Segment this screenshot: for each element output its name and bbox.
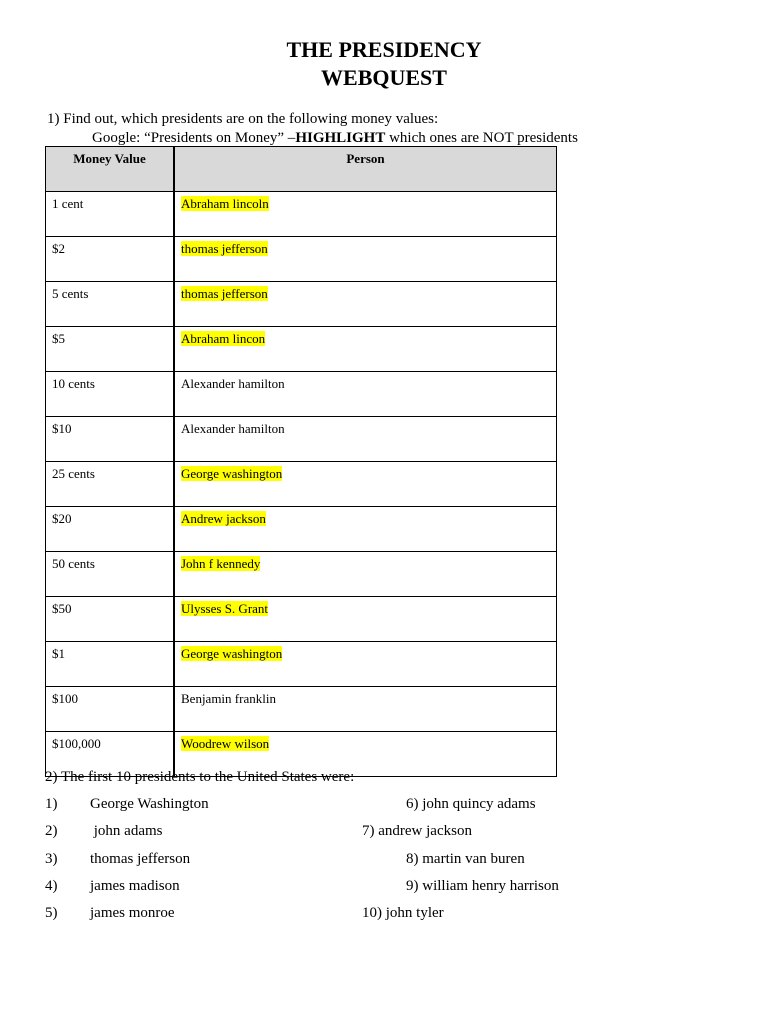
title-line-2: WEBQUEST (321, 65, 447, 90)
table-row (46, 687, 557, 732)
person-cell (174, 327, 557, 372)
person-cell (174, 597, 557, 642)
person-name: thomas jefferson (181, 241, 268, 256)
title-line-1: THE PRESIDENCY (286, 37, 482, 62)
list-president-name: George Washington (90, 796, 209, 812)
header-person: Person (174, 147, 557, 192)
list-number: 3) (45, 851, 58, 867)
money-value-cell: $10 (46, 417, 175, 462)
person-cell (174, 282, 557, 327)
person-name: Woodrew wilson (181, 736, 270, 751)
list-number: 2) (45, 823, 58, 839)
person-name: thomas jefferson (181, 286, 268, 301)
person-name: Alexander hamilton (181, 376, 285, 391)
question-1-instruction (92, 129, 578, 147)
money-value-cell: $5 (46, 327, 175, 372)
money-value-cell: $2 (46, 237, 175, 282)
table-row (46, 327, 557, 372)
person-name: Abraham lincoln (181, 196, 269, 211)
person-cell (174, 507, 557, 552)
list-president-name: james monroe (90, 905, 175, 921)
table-row (46, 372, 557, 417)
table-header-row (46, 147, 557, 192)
money-table (45, 146, 557, 777)
list-president-name: john adams (90, 823, 163, 839)
person-cell (174, 237, 557, 282)
person-cell (174, 417, 557, 462)
person-cell (174, 687, 557, 732)
person-cell (174, 552, 557, 597)
list-right-column-item: 6) john quincy adams (406, 796, 536, 812)
money-value-cell: $100 (46, 687, 175, 732)
person-cell (174, 372, 557, 417)
list-right-column-item: 8) martin van buren (406, 851, 525, 867)
question-1-prompt: 1) Find out, which presidents are on the following money values: (47, 111, 439, 127)
money-value-cell: $1 (46, 642, 175, 687)
person-cell (174, 462, 557, 507)
list-right-column-item: 9) william henry harrison (406, 878, 559, 894)
list-president-name: thomas jefferson (90, 851, 191, 867)
person-name: John f kennedy (181, 556, 261, 571)
table-row (46, 597, 557, 642)
person-name: Abraham lincon (181, 331, 266, 346)
person-name: Alexander hamilton (181, 421, 285, 436)
money-value-cell: $100,000 (46, 732, 175, 777)
table-row (46, 417, 557, 462)
instruction-pre: Google: “Presidents on Money” – (92, 130, 296, 146)
instruction-post: which ones are NOT presidents (385, 130, 578, 146)
list-number: 5) (45, 905, 58, 921)
instruction-bold: HIGHLIGHT (295, 130, 386, 146)
list-right-column-item: 7) andrew jackson (362, 823, 472, 839)
list-right-column-item: 10) john tyler (362, 905, 444, 921)
table-row (46, 642, 557, 687)
question-2-prompt: 2) The first 10 presidents to the United States were: (45, 769, 355, 785)
table-row (46, 282, 557, 327)
document-title (0, 36, 768, 92)
money-value-cell: 1 cent (46, 192, 175, 237)
table-row (46, 462, 557, 507)
header-money-value: Money Value (46, 147, 175, 192)
money-value-cell: 50 cents (46, 552, 175, 597)
person-name: Ulysses S. Grant (181, 601, 269, 616)
list-number: 1) (45, 796, 58, 812)
table-row (46, 192, 557, 237)
person-name: Andrew jackson (181, 511, 266, 526)
person-name: Benjamin franklin (181, 691, 276, 706)
money-value-cell: $20 (46, 507, 175, 552)
money-value-cell: 25 cents (46, 462, 175, 507)
table-row (46, 552, 557, 597)
person-cell (174, 192, 557, 237)
money-value-cell: 10 cents (46, 372, 175, 417)
money-value-cell: 5 cents (46, 282, 175, 327)
person-cell (174, 642, 557, 687)
list-number: 4) (45, 878, 58, 894)
person-name: George washington (181, 646, 283, 661)
list-president-name: james madison (90, 878, 180, 894)
table-row (46, 507, 557, 552)
money-value-cell: $50 (46, 597, 175, 642)
table-row (46, 237, 557, 282)
person-name: George washington (181, 466, 283, 481)
